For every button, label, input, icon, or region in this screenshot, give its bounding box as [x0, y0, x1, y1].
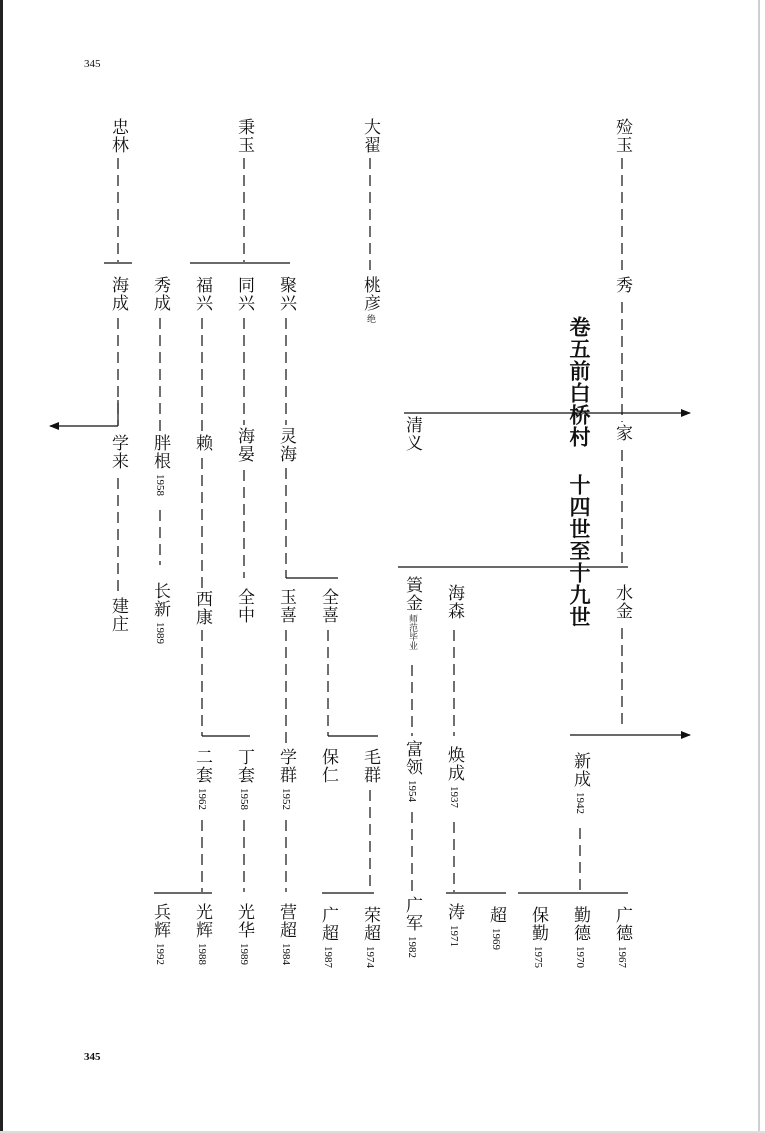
gen17-name-shuijin: 水金 — [612, 584, 632, 620]
gen18-name-ertao: 二套 — [192, 748, 212, 784]
gen17-name-xikang: 西康 — [192, 590, 212, 626]
page-number-bottom: 345 — [84, 1051, 101, 1063]
gen18-year-fuling: 1954 — [406, 780, 418, 802]
gen18-year-ertao: 1962 — [196, 788, 208, 810]
gen15-note-taoyan: 绝 — [365, 314, 375, 323]
gen17-entry-yunjin — [403, 576, 420, 650]
gen18-name-xincheng: 新成 — [570, 752, 590, 788]
gen19-entry-tao — [445, 903, 462, 947]
gen17-name-yunjin: 篢金 — [402, 576, 422, 612]
gen15-name-fuxing: 福兴 — [192, 276, 212, 312]
page-number-top: 345 — [84, 58, 101, 70]
title-village: 卷五前白桥村 — [567, 316, 591, 448]
gen16-year-panggen: 1958 — [154, 474, 166, 496]
page-title — [568, 316, 589, 628]
gen19-name-rongchao: 荣超 — [360, 906, 380, 942]
gen19-entry-qinde — [571, 906, 588, 968]
gen17-name-quanzhong: 全中 — [234, 588, 254, 624]
gen18-year-dingtao: 1958 — [238, 788, 250, 810]
gen19-name-chao: 超 — [486, 906, 506, 924]
gen19-name-guangchao: 广超 — [318, 906, 338, 942]
gen19-name-baoqin: 保勤 — [528, 906, 548, 942]
gen15-name-haicheng: 海成 — [108, 276, 128, 312]
gen19-entry-guanghua — [235, 903, 252, 965]
gen16-name-xuelai: 学来 — [108, 434, 128, 470]
gen16-name-linghai: 灵海 — [276, 427, 296, 463]
gen17-year-changxin: 1989 — [154, 622, 166, 644]
gen14-name-bingyu: 秉玉 — [234, 118, 254, 154]
gen19-entry-baoqin — [529, 906, 546, 968]
gen17-name-changxin: 长新 — [150, 582, 170, 618]
gen19-year-guanghui: 1988 — [196, 943, 208, 965]
gen17-name-quanxi: 全喜 — [318, 588, 338, 624]
gen15-name-xiucheng: 秀成 — [150, 276, 170, 312]
gen15-name-juxing: 聚兴 — [276, 276, 296, 312]
gen19-entry-guangjun — [403, 896, 420, 958]
gen19-year-guanghua: 1989 — [238, 943, 250, 965]
gen19-year-guangde: 1967 — [616, 946, 628, 968]
gen19-name-binghui: 兵辉 — [150, 903, 170, 939]
gen19-year-chao: 1969 — [490, 928, 502, 950]
gen18-entry-huancheng — [445, 746, 462, 808]
gen18-name-huancheng: 焕成 — [444, 746, 464, 782]
gen19-year-rongchao: 1974 — [364, 946, 376, 968]
gen19-year-baoqin: 1975 — [532, 946, 544, 968]
gen18-year-xincheng: 1942 — [574, 792, 586, 814]
gen19-year-qinde: 1970 — [574, 946, 586, 968]
gen18-name-dingtao: 丁套 — [234, 748, 254, 784]
title-generations: 十四世至十九世 — [567, 474, 591, 628]
gen16-name-panggen: 胖根 — [150, 434, 170, 470]
gen19-year-yingchao: 1984 — [280, 943, 292, 965]
gen19-year-guangjun: 1982 — [406, 936, 418, 958]
gen19-year-binghui: 1992 — [154, 943, 166, 965]
gen14-name-dazhai: 大翟 — [360, 118, 380, 154]
gen18-entry-ertao — [193, 748, 210, 810]
gen19-name-guangde: 广德 — [612, 906, 632, 942]
gen18-name-fuling: 富领 — [402, 740, 422, 776]
gen18-name-baoren: 保仁 — [318, 748, 338, 784]
gen19-year-guangchao: 1987 — [322, 946, 334, 968]
gen16-name-jia: 家 — [612, 424, 632, 442]
gen15-name-taoyan: 桃彦 — [360, 276, 380, 312]
gen17-name-yuxi: 玉喜 — [276, 588, 296, 624]
gen14-name-lianyu: 殓玉 — [612, 118, 632, 154]
gen17-note-yunjin: 师范毕业 — [407, 614, 417, 650]
gen19-entry-guangde — [613, 906, 630, 968]
gen19-name-guanghui: 光辉 — [192, 903, 212, 939]
gen19-entry-rongchao — [361, 906, 378, 968]
gen16-entry-panggen — [151, 434, 168, 496]
gen18-year-xuequn: 1952 — [280, 788, 292, 810]
gen19-year-tao: 1971 — [448, 925, 460, 947]
gen19-entry-chao — [487, 906, 504, 950]
gen15-name-tongxing: 同兴 — [234, 276, 254, 312]
gen16-name-haiyan: 海晏 — [234, 427, 254, 463]
gen19-entry-guanghui — [193, 903, 210, 965]
gen14-name-zhonglin: 忠林 — [108, 118, 128, 154]
gen19-entry-binghui — [151, 903, 168, 965]
gen19-name-yingchao: 营超 — [276, 903, 296, 939]
gen16-name-qingyi: 清义 — [402, 416, 422, 452]
gen18-name-xuequn: 学群 — [276, 748, 296, 784]
gen15-entry-taoyan — [361, 276, 378, 323]
gen19-name-qinde: 勤德 — [570, 906, 590, 942]
gen19-name-tao: 涛 — [444, 903, 464, 921]
gen19-name-guanghua: 光华 — [234, 903, 254, 939]
gen18-name-maoqun: 毛群 — [360, 748, 380, 784]
gen18-year-huancheng: 1937 — [448, 786, 460, 808]
gen15-name-xiu: 秀 — [612, 276, 632, 294]
gen17-name-haisen: 海森 — [444, 584, 464, 620]
gen17-name-jianzhuang: 建庄 — [108, 597, 128, 633]
gen18-entry-xincheng — [571, 752, 588, 814]
gen19-name-guangjun: 广军 — [402, 896, 422, 932]
gen19-entry-guangchao — [319, 906, 336, 968]
gen19-entry-yingchao — [277, 903, 294, 965]
gen16-name-lai: 赖 — [192, 434, 212, 452]
gen18-entry-xuequn — [277, 748, 294, 810]
gen17-entry-changxin — [151, 582, 168, 644]
gen18-entry-dingtao — [235, 748, 252, 810]
gen18-entry-fuling — [403, 740, 420, 802]
